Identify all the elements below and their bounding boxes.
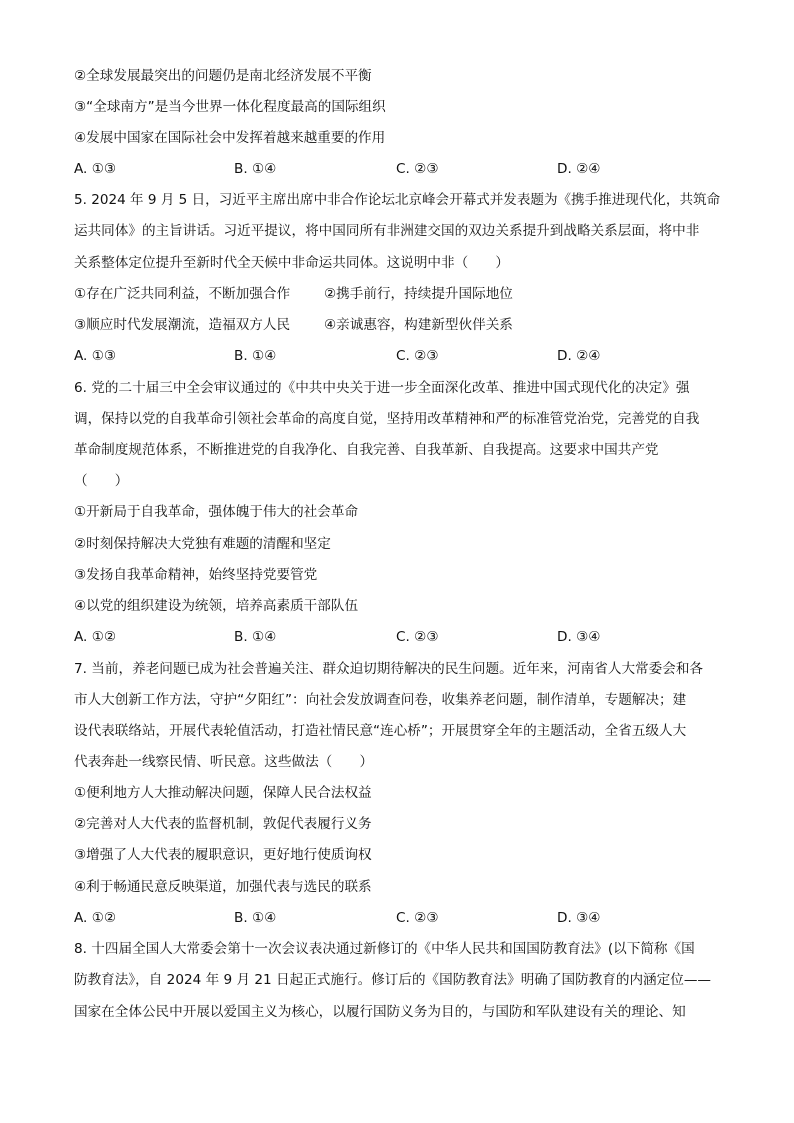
q6-stem-line-1: 6. 党的二十届三中全会审议通过的《中共中央关于进一步全面深化改革、推进中国式现代化的决定》强 (74, 380, 690, 396)
q5-option-c: C. ②③ (396, 348, 439, 364)
q5-statement-2: ②携手前行，持续提升国际地位 (324, 286, 513, 302)
q4-statement-4: ④发展中国家在国际社会中发挥着越来越重要的作用 (74, 130, 386, 146)
q7-stem-line-4: 代表奔赴一线察民情、听民意。这些做法（ ） (74, 754, 374, 770)
q7-option-a: A. ①② (74, 910, 117, 926)
q5-statement-3: ③顺应时代发展潮流，造福双方人民 (74, 317, 291, 333)
q6-option-c: C. ②③ (396, 629, 439, 645)
q6-statement-2: ②时刻保持解决大党独有难题的清醒和坚定 (74, 536, 331, 552)
q7-option-b: B. ①④ (234, 910, 277, 926)
q7-stem-line-1: 7. 当前，养老问题已成为社会普遍关注、群众迫切期待解决的民生问题。近年来，河南省人大常委会和各 (74, 661, 704, 677)
q4-statement-2: ②全球发展最突出的问题仍是南北经济发展不平衡 (74, 68, 372, 84)
q4-option-a: A. ①③ (74, 161, 117, 177)
q4-option-b: B. ①④ (234, 161, 277, 177)
q6-option-a: A. ①② (74, 629, 117, 645)
q7-statement-4: ④利于畅通民意反映渠道，加强代表与选民的联系 (74, 879, 372, 895)
q6-option-d: D. ③④ (557, 629, 601, 645)
q6-statement-3: ③发扬自我革命精神，始终坚持党要管党 (74, 567, 318, 583)
q8-stem-line-1: 8. 十四届全国人大常委会第十一次会议表决通过新修订的《中华人民共和国国防教育法》(以下简称《国 (74, 941, 695, 957)
q6-stem-line-2: 调，保持以党的自我革命引领社会革命的高度自觉，坚持用改革精神和严的标准管党治党，完善党的自我 (74, 411, 700, 427)
q5-option-b: B. ①④ (234, 348, 277, 364)
q7-statement-1: ①便利地方人大推动解决问题，保障人民合法权益 (74, 785, 372, 801)
q7-statement-3: ③增强了人大代表的履职意识，更好地行使质询权 (74, 847, 372, 863)
q6-option-b: B. ①④ (234, 629, 277, 645)
q7-stem-line-2: 市人大创新工作方法，守护“夕阳红”：向社会发放调查问卷，收集养老问题，制作清单，专题解决；建 (74, 692, 687, 708)
q5-option-a: A. ①③ (74, 348, 117, 364)
q7-statement-2: ②完善对人大代表的监督机制，敦促代表履行义务 (74, 816, 372, 832)
q7-stem-line-3: 设代表联络站，开展代表轮值活动，打造社情民意“连心桥”；开展贯穿全年的主题活动，全省五级人大 (74, 723, 687, 739)
q6-statement-4: ④以党的组织建设为统领，培养高素质干部队伍 (74, 598, 359, 614)
q4-option-c: C. ②③ (396, 161, 439, 177)
q5-stem-line-1: 5. 2024 年 9 月 5 日，习近平主席出席中非合作论坛北京峰会开幕式并发表题为《携手推进现代化，共筑命 (74, 192, 721, 208)
q8-stem-line-2: 防教育法》，自 2024 年 9 月 21 日起正式施行。修订后的《国防教育法》明确了国防教育的内涵定位—— (74, 972, 712, 988)
q6-stem-line-4: （ ） (74, 473, 129, 489)
q6-statement-1: ①开新局于自我革命，强体魄于伟大的社会革命 (74, 504, 359, 520)
q7-option-c: C. ②③ (396, 910, 439, 926)
q8-stem-line-3: 国家在全体公民中开展以爱国主义为核心，以履行国防义务为目的，与国防和军队建设有关的理论、知 (74, 1004, 686, 1020)
q4-statement-3: ③“全球南方”是当今世界一体化程度最高的国际组织 (74, 99, 386, 115)
q5-stem-line-3: 关系整体定位提升至新时代全天候中非命运共同体。这说明中非（ ） (74, 255, 509, 271)
q5-statement-4: ④亲诚惠容，构建新型伙伴关系 (324, 317, 513, 333)
q5-option-d: D. ②④ (557, 348, 601, 364)
q4-option-d: D. ②④ (557, 161, 601, 177)
q5-stem-line-2: 运共同体》的主旨讲话。习近平提议，将中国同所有非洲建交国的双边关系提升到战略关系层面，将中非 (74, 223, 700, 239)
q5-statement-1: ①存在广泛共同利益，不断加强合作 (74, 286, 291, 302)
q7-option-d: D. ③④ (557, 910, 601, 926)
q6-stem-line-3: 革命制度规范体系，不断推进党的自我净化、自我完善、自我革新、自我提高。这要求中国共产党 (74, 442, 659, 458)
